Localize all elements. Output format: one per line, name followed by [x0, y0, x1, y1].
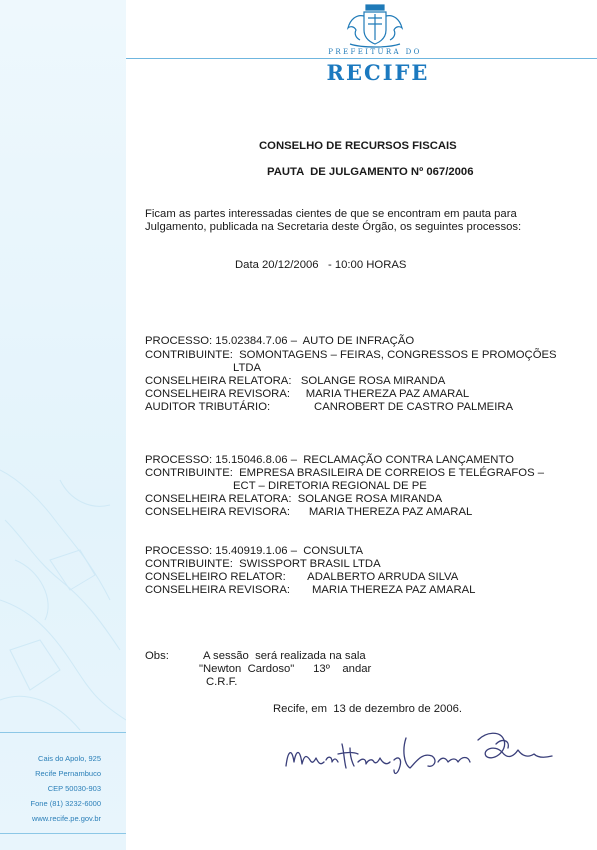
obs-label: Obs:	[145, 650, 169, 662]
place-and-date: Recife, em 13 de dezembro de 2006.	[273, 703, 463, 715]
process-2-contributor-cont: ECT – DIRETORIA REGIONAL DE PE	[233, 480, 427, 492]
process-1-rapporteur: CONSELHEIRA RELATORA: SOLANGE ROSA MIRANDA	[145, 375, 446, 387]
process-2-reviewer: CONSELHEIRA REVISORA: MARIA THEREZA PAZ AMARAL	[145, 506, 473, 518]
address-city: Recife Pernambuco	[35, 769, 101, 778]
process-2-rapporteur: CONSELHEIRA RELATORA: SOLANGE ROSA MIRANDA	[145, 493, 443, 505]
address-website: www.recife.pe.gov.br	[31, 814, 101, 823]
process-2-number: PROCESSO: 15.15046.8.06 – RECLAMAÇÃO CONTRA LANÇAMENTO	[145, 454, 514, 466]
session-date: Data 20/12/2006 - 10:00 HORAS	[235, 259, 407, 271]
address-cep: CEP 50030-903	[47, 784, 101, 793]
process-1-auditor: AUDITOR TRIBUTÁRIO: CANROBERT DE CASTRO PALMEIRA	[145, 401, 514, 413]
city-map-watermark	[0, 0, 126, 850]
intro-line-2: Julgamento, publicada na Secretaria deste Órgão, os seguintes processos:	[145, 221, 522, 233]
process-3-rapporteur: CONSELHEIRO RELATOR: ADALBERTO ARRUDA SILVA	[145, 571, 459, 583]
logo-subtitle: PREFEITURA DO	[328, 48, 422, 56]
obs-line-2: "Newton Cardoso" 13º andar	[199, 663, 372, 675]
process-3-reviewer: CONSELHEIRA REVISORA: MARIA THEREZA PAZ AMARAL	[145, 584, 476, 596]
process-3-number: PROCESSO: 15.40919.1.06 – CONSULTA	[145, 545, 364, 557]
sidebar-rule-top	[0, 732, 126, 733]
process-1-number: PROCESSO: 15.02384.7.06 – AUTO DE INFRAÇÃO	[145, 335, 415, 347]
address-street: Cais do Apolo, 925	[38, 754, 101, 763]
process-1-reviewer: CONSELHEIRA REVISORA: MARIA THEREZA PAZ AMARAL	[145, 388, 470, 400]
process-1-contributor-cont: LTDA	[233, 362, 262, 374]
process-3-contributor: CONTRIBUINTE: SWISSPORT BRASIL LTDA	[145, 558, 381, 570]
process-2-contributor: CONTRIBUINTE: EMPRESA BRASILEIRA DE CORREIOS E TELÉGRAFOS –	[145, 467, 545, 479]
intro-line-1: Ficam as partes interessadas cientes de que se encontram em pauta para	[145, 208, 517, 220]
obs-line-1: A sessão será realizada na sala	[203, 650, 366, 662]
obs-line-3: C.R.F.	[206, 676, 238, 688]
process-1-contributor: CONTRIBUINTE: SOMONTAGENS – FEIRAS, CONGRESSOS E PROMOÇÕES	[145, 349, 557, 361]
logo-name: RECIFE	[326, 60, 430, 85]
signature	[282, 722, 582, 782]
agenda-number: PAUTA DE JULGAMENTO Nº 067/2006	[267, 166, 474, 178]
sidebar-rule-bottom	[0, 833, 126, 834]
address-phone: Fone (81) 3232-6000	[30, 799, 101, 808]
coat-of-arms-icon	[344, 2, 406, 50]
document-title: CONSELHO DE RECURSOS FISCAIS	[259, 140, 457, 152]
header-rule	[126, 58, 597, 59]
